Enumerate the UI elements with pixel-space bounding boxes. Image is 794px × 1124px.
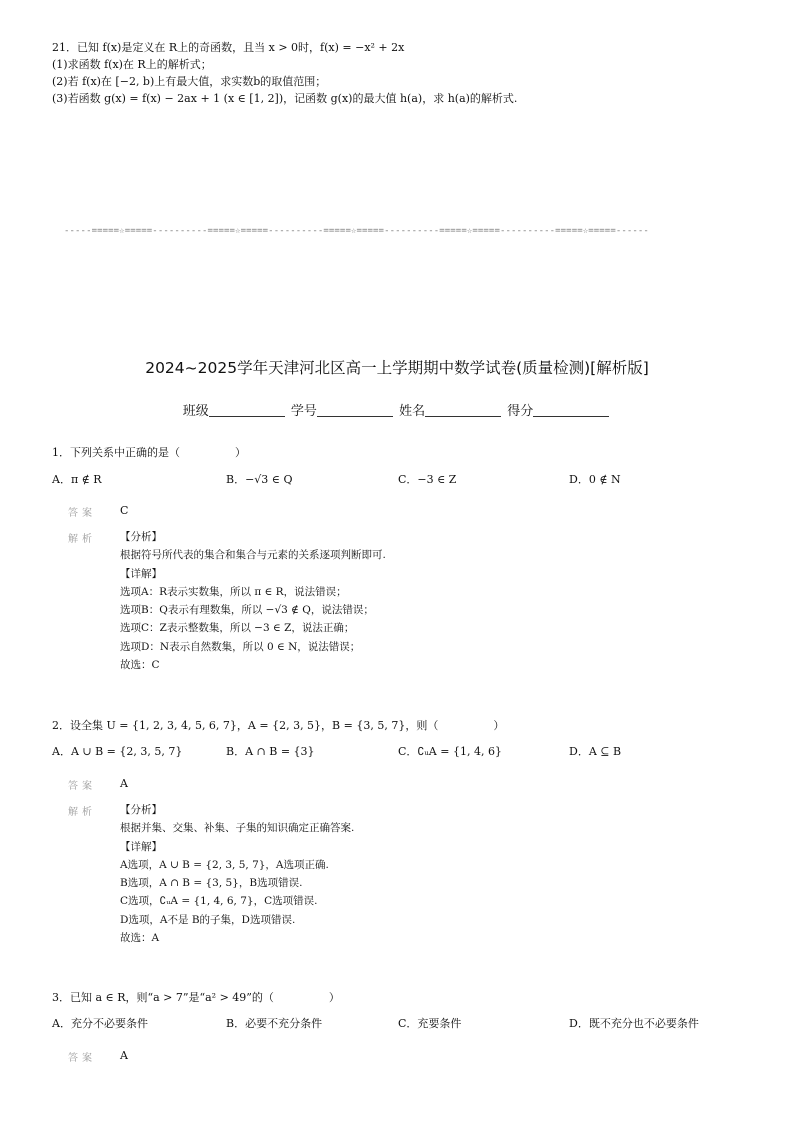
question-2-option-d: D．A ⊆ B	[569, 745, 622, 758]
analysis-line: 选项A：R表示实数集，所以 π ∈ R，说法错误；	[120, 585, 347, 598]
analysis-line: D选项，A不是 B的子集，D选项错误.	[120, 913, 296, 926]
question-3-option-a: A．充分不必要条件	[52, 1017, 148, 1030]
question-1-answer: C	[120, 504, 129, 517]
question-3-stem: 3．已知 a ∈ R，则“a > 7”是“a² > 49”的（ ）	[52, 991, 340, 1004]
info-label-class: 班级	[182, 404, 209, 419]
analysis-line: 【分析】	[120, 804, 162, 816]
question-3-answer-tag: 答案	[68, 1053, 96, 1064]
question-1-option-d: D．0 ∉ N	[569, 473, 621, 486]
question-1-analysis	[120, 528, 386, 674]
student-info-line	[0, 400, 794, 419]
info-label-id: 学号	[290, 404, 317, 419]
analysis-line: 故选：A	[120, 932, 160, 945]
question-2-answer-tag: 答案	[68, 781, 96, 792]
question-3-option-b: B．必要不充分条件	[226, 1017, 323, 1030]
question-1-analysis-tag: 解析	[68, 534, 96, 545]
analysis-line: B选项，A ∩ B = {3, 5}，B选项错误.	[120, 877, 303, 890]
analysis-line: 根据符号所代表的集合和集合与元素的关系逐项判断即可.	[120, 549, 386, 562]
analysis-line: 选项C：Z表示整数集，所以 −3 ∈ Z，说法正确；	[120, 622, 355, 635]
analysis-line: C选项，∁ᵤA = {1, 4, 6, 7}，C选项错误.	[120, 895, 318, 908]
question-2-stem: 2．设全集 U = {1, 2, 3, 4, 5, 6, 7}，A = {2, 3, 5}，B = {3, 5, 7}，则（ ）	[52, 719, 505, 732]
analysis-line: 【分析】	[120, 531, 162, 543]
page-title: 2024~2025学年天津河北区高一上学期期中数学试卷(质量检测)[解析版]	[145, 359, 649, 377]
q21-part-3: (3)若函数 g(x) = f(x) − 2ax + 1 (x ∈ [1, 2])，记函数 g(x)的最大值 h(a)，求 h(a)的解析式.	[52, 92, 518, 105]
analysis-line: 选项B：Q表示有理数集，所以 −√3 ∉ Q，说法错误；	[120, 604, 374, 617]
question-3-option-c: C．充要条件	[398, 1017, 462, 1030]
id-blank[interactable]	[317, 403, 393, 417]
question-2-option-b: B．A ∩ B = {3}	[226, 745, 315, 758]
question-2-analysis	[120, 801, 354, 947]
question-1-answer-tag: 答案	[68, 508, 96, 519]
class-blank[interactable]	[209, 403, 285, 417]
page-divider: -----=====☆=====----------=====☆=====----------=====☆=====----------=====☆=====----------=====☆=====------	[64, 226, 649, 236]
question-1-option-b: B．−√3 ∈ Q	[226, 473, 293, 486]
q21-part-1: (1)求函数 f(x)在 R上的解析式；	[52, 58, 212, 71]
q21-stem: 21．已知 f(x)是定义在 R上的奇函数，且当 x > 0时，f(x) = −x² + 2x	[52, 41, 405, 54]
info-label-score: 得分	[507, 404, 534, 419]
info-label-name: 姓名	[399, 404, 426, 419]
q21-part-2: (2)若 f(x)在 [−2, b)上有最大值，求实数b的取值范围；	[52, 75, 327, 88]
question-2-answer: A	[120, 777, 128, 790]
question-3-option-d: D．既不充分也不必要条件	[569, 1017, 699, 1030]
question-1-option-a: A．π ∉ R	[52, 473, 102, 486]
analysis-line: 故选：C	[120, 659, 160, 672]
question-3-answer: A	[120, 1049, 128, 1062]
question-2-option-c: C．∁ᵤA = {1, 4, 6}	[398, 745, 502, 758]
analysis-line: 根据并集、交集、补集、子集的知识确定正确答案.	[120, 822, 355, 835]
question-1-stem: 1．下列关系中正确的是（ ）	[52, 446, 246, 459]
name-blank[interactable]	[425, 403, 501, 417]
analysis-line: 选项D：N表示自然数集，所以 0 ∈ N，说法错误；	[120, 640, 361, 653]
question-1-option-c: C．−3 ∈ Z	[398, 473, 457, 486]
analysis-line: 【详解】	[120, 567, 162, 580]
question-2-option-a: A．A ∪ B = {2, 3, 5, 7}	[52, 745, 183, 758]
question-2-analysis-tag: 解析	[68, 807, 96, 818]
score-blank[interactable]	[533, 403, 609, 417]
analysis-line: 【详解】	[120, 840, 162, 853]
analysis-line: A选项，A ∪ B = {2, 3, 5, 7}，A选项正确.	[120, 858, 329, 871]
